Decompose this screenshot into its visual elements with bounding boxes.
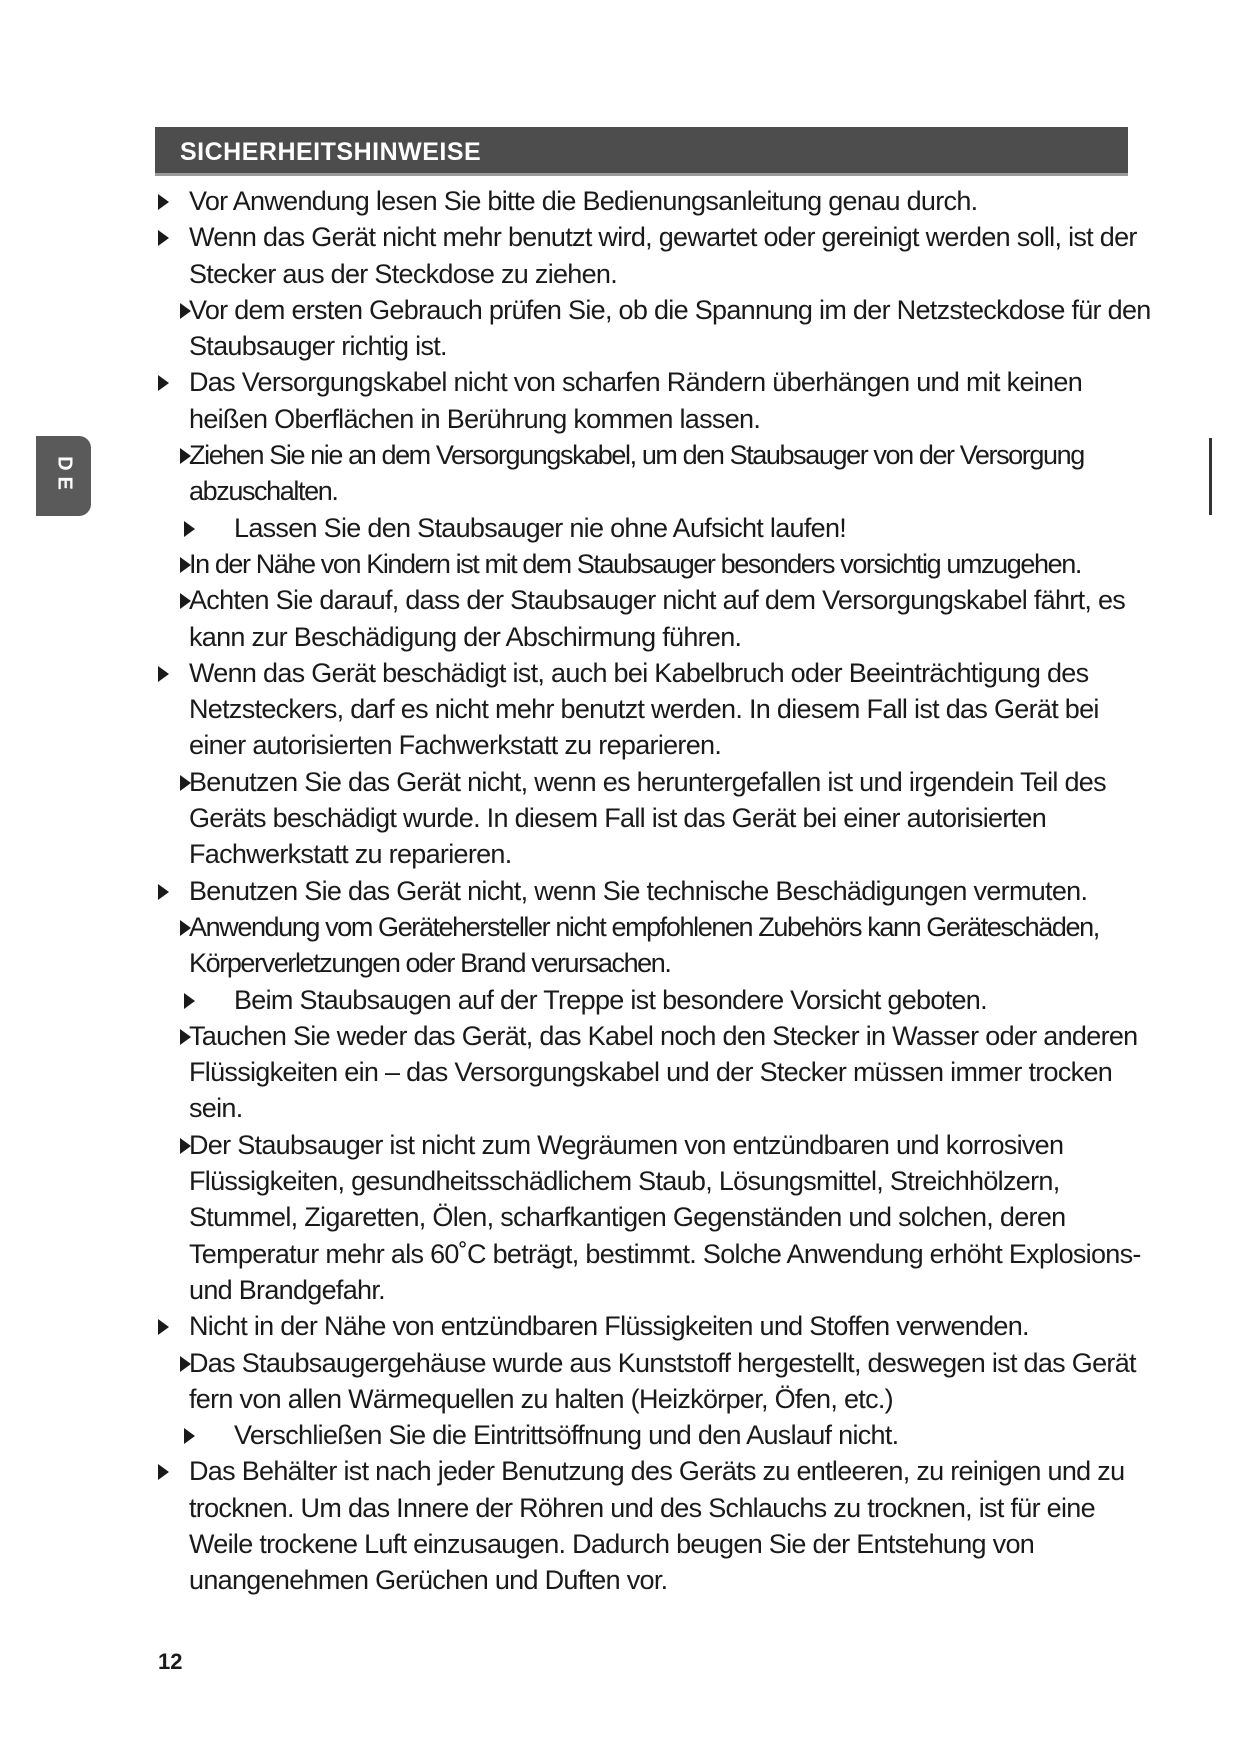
list-item (150, 1453, 1158, 1598)
list-item (150, 582, 1158, 655)
list-item-text: Das Staubsaugergehäuse wurde aus Kunststoff hergestellt, deswegen ist das Gerät fern von allen Wärmequellen zu halten (Heizkörper, Öfen, etc.) (189, 1347, 1136, 1414)
language-tab (36, 436, 91, 516)
bullet-icon (158, 230, 169, 246)
list-item (150, 655, 1158, 764)
list-item (150, 219, 1158, 292)
list-item (150, 364, 1158, 437)
list-item-text: Wenn das Gerät nicht mehr benutzt wird, gewartet oder gereinigt werden soll, ist der Stecker aus der Steckdose zu ziehen. (189, 222, 1137, 289)
list-item-text: Das Behälter ist nach jeder Benutzung des Geräts zu entleeren, zu reinigen und zu trocknen. Um das Innere der Röhren und des Schlauchs zu trocknen, ist für eine Weile trockene Luft einzusaugen. Dadurch beugen Sie der Entstehung von unangenehmen Gerüchen und Duften vor. (189, 1456, 1125, 1596)
list-item-text: Vor dem ersten Gebrauch prüfen Sie, ob die Spannung im der Netzsteckdose für den Staubsauger richtig ist. (189, 294, 1151, 362)
bullet-icon (180, 593, 191, 609)
list-item-text: Lassen Sie den Staubsauger nie ohne Aufsicht laufen! (234, 512, 847, 543)
list-item-text: Achten Sie darauf, dass der Staubsauger nicht auf dem Versorgungskabel fährt, es kann zur Beschädigung der Abschirmung führen. (189, 585, 1126, 652)
list-item (150, 292, 1158, 365)
list-item (150, 1417, 1158, 1453)
list-item-text: Verschließen Sie die Eintrittsöffnung und den Auslauf nicht. (234, 1420, 899, 1451)
list-item (150, 909, 1158, 982)
list-item (150, 982, 1158, 1018)
list-item-text: Der Staubsauger ist nicht zum Wegräumen von entzündbaren und korrosiven Flüssigkeiten, gesundheitsschädlichem Staub, Lösungsmittel, Streichhölzern, Stummel, Zigaretten, Ölen, scharfkantigen Gegenständen und solchen, deren Temperatur mehr als 60˚C beträgt, bestimmt. Solche Anwendung erhöht Explosions- und Brandgefahr. (189, 1129, 1141, 1305)
list-item-text: Wenn das Gerät beschädigt ist, auch bei Kabelbruch oder Beeinträchtigung des Netzsteckers, darf es nicht mehr benutzt werden. In diesem Fall ist das Gerät bei einer autorisierten Fachwerkstatt zu reparieren. (189, 657, 1099, 761)
list-item (150, 873, 1158, 909)
section-title: SICHERHEITSHINWEISE (180, 138, 482, 166)
list-item (150, 764, 1158, 873)
bullet-icon (158, 375, 169, 391)
list-item-text: Beim Staubsaugen auf der Treppe ist besondere Vorsicht geboten. (234, 984, 987, 1015)
list-item-text: Anwendung vom Gerätehersteller nicht empfohlenen Zubehörs kann Geräteschäden, Körperverletzungen oder Brand verursachen. (189, 911, 1099, 979)
list-item-text: Ziehen Sie nie an dem Versorgungskabel, um den Staubsauger von der Versorgung abzuschalten. (189, 440, 1084, 507)
bullet-icon (180, 1029, 191, 1045)
bullet-icon (180, 448, 191, 464)
list-item (150, 546, 1158, 582)
margin-marker (1209, 438, 1212, 515)
bullet-icon (180, 557, 191, 573)
bullet-icon (158, 666, 169, 682)
bullet-icon (184, 1428, 195, 1444)
list-item (150, 510, 1158, 546)
list-item-text: Benutzen Sie das Gerät nicht, wenn Sie technische Beschädigungen vermuten. (189, 875, 1088, 906)
bullet-icon (180, 1138, 191, 1154)
bullet-icon (180, 775, 191, 791)
list-item-text: Benutzen Sie das Gerät nicht, wenn es heruntergefallen ist und irgendein Teil des Geräts beschädigt wurde. In diesem Fall ist das Gerät bei einer autorisierten Fachwerkstatt zu reparieren. (189, 766, 1106, 870)
safety-instructions-list (150, 183, 1158, 1599)
bullet-icon (158, 1319, 169, 1335)
bullet-icon (184, 521, 195, 537)
list-item (150, 437, 1158, 510)
bullet-icon (158, 884, 169, 900)
list-item-text: In der Nähe von Kindern ist mit dem Staubsauger besonders vorsichtig umzugehen. (189, 548, 1081, 579)
bullet-icon (184, 993, 195, 1009)
language-tab-label: DE (53, 456, 75, 496)
page-number: 12 (158, 1649, 183, 1674)
bullet-icon (158, 1464, 169, 1480)
bullet-icon (158, 194, 169, 210)
section-header-bar (155, 127, 1128, 176)
list-item-text: Tauchen Sie weder das Gerät, das Kabel noch den Stecker in Wasser oder anderen Flüssigkeiten ein – das Versorgungskabel und der Stecker müssen immer trocken sein. (189, 1020, 1138, 1124)
list-item (150, 1018, 1158, 1127)
list-item-text: Vor Anwendung lesen Sie bitte die Bedienungsanleitung genau durch. (189, 186, 978, 216)
bullet-icon (180, 1356, 191, 1372)
list-item (150, 1308, 1158, 1344)
bullet-icon (180, 303, 191, 319)
list-item-text: Nicht in der Nähe von entzündbaren Flüssigkeiten und Stoffen verwenden. (189, 1311, 1029, 1342)
list-item (150, 1127, 1158, 1308)
list-item-text: Das Versorgungskabel nicht von scharfen Rändern überhängen und mit keinen heißen Oberflächen in Berührung kommen lassen. (189, 367, 1083, 434)
list-item (150, 183, 1158, 219)
bullet-icon (180, 920, 191, 936)
list-item (150, 1345, 1158, 1418)
